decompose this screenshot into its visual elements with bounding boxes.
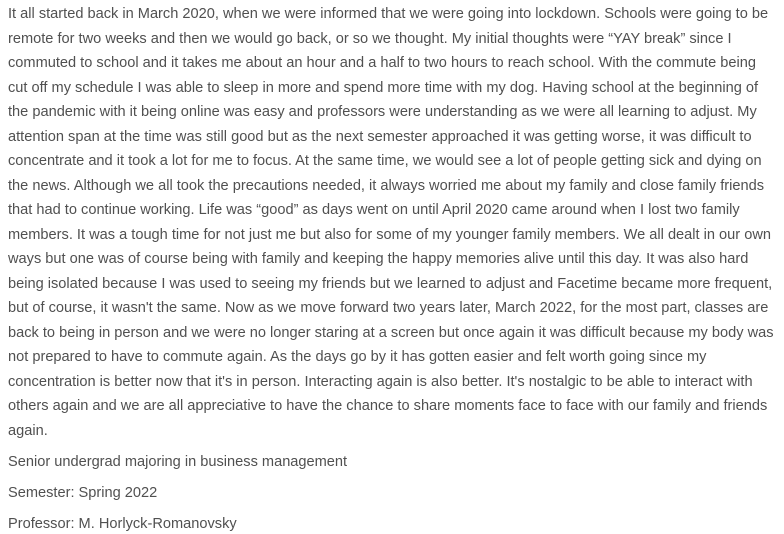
story-body: It all started back in March 2020, when we were informed that we were going into lockdown. Schools were going to be remote for two weeks and then we would go back, or so we thought. My initial thoughts were “YAY break” since I commuted to school and it takes me about an hour and a half to two hours to reach school. With the commute being cut off my schedule I was able to sleep in more and spend more time with my dog. Having school at the beginning of the pandemic with it being online was easy and professors were understanding as we were all learning to adjust. My attention span at the time was still good but as the next semester approached it was getting worse, it was difficult to concentrate and it took a lot for me to focus. At the same time, we would see a lot of people getting sick and dying on the news. Although we all took the precautions needed, it always worried me about my family and close family friends that had to continue working. Life was “good” as days went on until April 2020 came around when I lost two family members. It was a tough time for not just me but also for some of my younger family members. We all dealt in our own ways but one was of course being with family and keeping the happy memories alive until this day. It was also hard being isolated because I was used to seeing my friends but we learned to adjust and Facetime became more frequent, but of course, it wasn't the same. Now as we move forward two years later, March 2022, for the most part, classes are back to being in person and we were no longer staring at a screen but once again it was difficult because my body was not prepared to have to commute again. As the days go by it has gotten easier and felt worth going since my concentration is better now that it's in person. Interacting again is also better. It's nostalgic to be able to interact with others again and we are all appreciative to have the chance to share moments face to face with our family and friends again. <box>8 6 774 439</box>
author-description: Senior undergrad majoring in business management <box>8 454 348 470</box>
semester-line: Semester: Spring 2022 <box>8 485 158 501</box>
professor-line: Professor: M. Horlyck-Romanovsky <box>8 516 237 532</box>
